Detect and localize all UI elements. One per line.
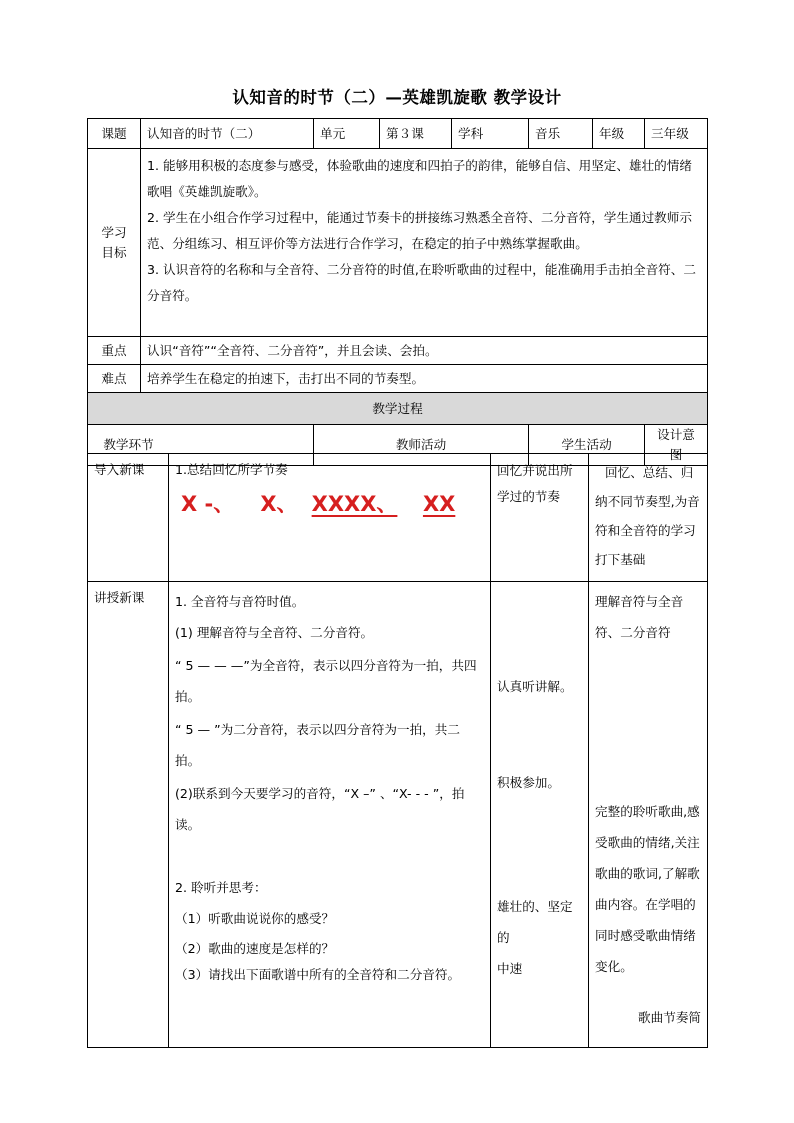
difficulty-row [88, 365, 708, 393]
intro-row [88, 454, 708, 582]
intro-stage: 导入新课 [88, 454, 169, 582]
lesson-row [88, 582, 708, 1048]
lesson-stage: 讲授新课 [88, 582, 169, 1048]
header-row [88, 119, 708, 149]
process-title-row [88, 393, 708, 425]
difficulty-label: 难点 [88, 365, 141, 393]
process-title: 教学过程 [88, 393, 708, 425]
key-row [88, 337, 708, 365]
col-intent: 设计意图 [645, 425, 708, 466]
unit-value: 第３课 [380, 119, 452, 149]
goal-item: 2. 学生在小组合作学习过程中，能通过节奏卡的拼接练习熟悉全音符、二分音符，学生通过教师示范、分组练习、相互评价等方法进行合作学习，在稳定的拍子中熟练掌握歌曲。 [147, 210, 692, 251]
difficulty-text: 培养学生在稳定的拍速下，击打出不同的节奏型。 [141, 365, 708, 393]
rhythm-item: XXXX、 [311, 492, 398, 516]
topic-value: 认知音的时节（二） [141, 119, 314, 149]
intro-intent: 回忆、总结、归纳不同节奏型,为音符和全音符的学习打下基础 [589, 454, 708, 582]
key-label: 重点 [88, 337, 141, 365]
key-text: 认识“音符”“全音符、二分音符”，并且会读、会拍。 [141, 337, 708, 365]
col-teacher: 教师活动 [314, 425, 529, 466]
goal-item: 3. 认识音符的名称和与全音符、二分音符的时值,在聆听歌曲的过程中，能准确用手击拍全音符、二分音符。 [147, 262, 696, 303]
subject-value: 音乐 [529, 119, 593, 149]
lesson-intent: 理解音符与全音符、二分音符 完整的聆听歌曲,感受歌曲的情绪,关注歌曲的歌词,了解歌曲内容。在学唱的同时感受歌曲情绪变化。 歌曲节奏简 [589, 582, 708, 1048]
unit-label: 单元 [314, 119, 380, 149]
lesson-teacher: 1. 全音符与音符时值。 (1) 理解音符与全音符、二分音符。 “ 5 — — —”为全音符，表示以四分音符为一拍，共四拍。 “ 5 — ”为二分音符，表示以四分音符为一拍，共二拍。 (2)联系到今天要学习的音符，“X –” 、“X- - - ”，拍读。 2. 聆听并思考： （1）听歌曲说说你的感受？ （2）歌曲的速度是怎样的？ （3）请找出下面歌谱中所有的全音符和二分音符。 [169, 582, 491, 1048]
lesson-plan-table [87, 118, 708, 466]
rhythm-item: X -、 [181, 492, 235, 516]
goals-label: 学习 目标 [88, 149, 141, 337]
rhythm-item: X、 [260, 492, 298, 516]
lesson-student: 认真听讲解。 积极参加。 雄壮的、坚定的 中速 [491, 582, 589, 1048]
grade-label: 年级 [593, 119, 645, 149]
col-stage: 教学环节 [88, 425, 314, 466]
rhythm-pattern [175, 490, 484, 518]
grade-value: 三年级 [645, 119, 708, 149]
goals-row [88, 149, 708, 337]
intro-student: 回忆并说出所学过的节奏 [491, 454, 589, 582]
goal-item: 1. 能够用积极的态度参与感受，体验歌曲的速度和四拍子的韵律，能够自信、用坚定、雄壮的情绪歌唱《英雄凯旋歌》。 [147, 158, 692, 199]
subject-label: 学科 [452, 119, 529, 149]
page-title: 认知音的时节（二）—英雄凯旋歌 教学设计 [232, 88, 562, 107]
process-body-table [87, 453, 708, 1048]
col-student: 学生活动 [529, 425, 645, 466]
goals-content [141, 149, 708, 337]
intro-teacher-line: 1.总结回忆所学节奏 [175, 462, 288, 477]
intro-teacher [169, 454, 491, 582]
topic-label: 课题 [88, 119, 141, 149]
rhythm-item: XX [422, 492, 456, 516]
